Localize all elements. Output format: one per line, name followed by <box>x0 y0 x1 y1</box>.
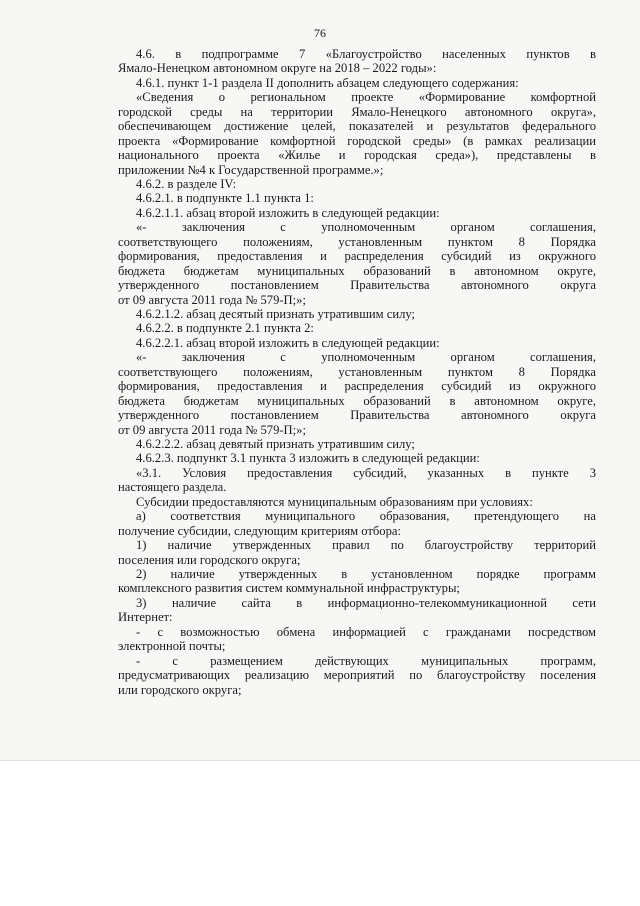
text-line: от 09 августа 2011 года № 579-П;»; <box>118 292 306 307</box>
text-line: обеспечивающем достижение целей, показателей и результатов федерального <box>118 119 596 134</box>
text-line: формирования, предоставления и распределения субсидий из окружного <box>118 379 596 394</box>
text-line: «Сведения о региональном проекте «Формирование комфортной <box>136 90 596 105</box>
text-line: бюджета бюджетам муниципальных образований в автономном округе, <box>118 263 596 278</box>
text-line: электронной почты; <box>118 639 226 654</box>
text-line: 3) наличие сайта в информационно-телекоммуникационной сети <box>136 595 596 610</box>
text-line: комплексного развития систем коммунальной инфраструктуры; <box>118 581 460 596</box>
text-line: утвержденного постановлением Правительства автономного округа <box>118 408 596 423</box>
text-line: 4.6.2.1.1. абзац второй изложить в следующей редакции: <box>136 205 440 220</box>
text-line: 2) наличие утвержденных в установленном порядке программ <box>136 567 596 582</box>
text-line: формирования, предоставления и распределения субсидий из окружного <box>118 249 596 264</box>
text-line: 4.6.2.2.2. абзац девятый признать утратившим силу; <box>136 436 415 451</box>
page-number: 76 <box>314 26 326 40</box>
text-line: а) соответствия муниципального образования, претендующего на <box>136 509 596 524</box>
text-line: 4.6.2.1. в подпункте 1.1 пункта 1: <box>136 191 314 206</box>
text-line: соответствующего положениям, установленным пунктом 8 Порядка <box>118 234 596 249</box>
text-line: получение субсидии, следующим критериям отбора: <box>118 523 401 538</box>
text-line: соответствующего положениям, установленным пунктом 8 Порядка <box>118 364 596 379</box>
text-line: 4.6.2. в разделе IV: <box>136 176 237 191</box>
text-line: предусматривающих реализацию мероприятий по благоустройству поселения <box>118 668 596 683</box>
text-line: поселения или городского округа; <box>118 552 301 567</box>
text-line: «- заключения с уполномоченным органом соглашения, <box>136 220 596 235</box>
text-line: от 09 августа 2011 года № 579-П;»; <box>118 422 306 437</box>
text-line: 4.6.2.3. подпункт 3.1 пункта 3 изложить в следующей редакции: <box>136 451 480 466</box>
text-line: национального проекта «Жилье и городская среда»), представлены в <box>118 148 596 163</box>
text-line: 4.6.2.1.2. абзац десятый признать утратившим силу; <box>136 306 416 321</box>
text-line: 1) наличие утвержденных правил по благоустройству территорий <box>136 538 596 553</box>
text-line: 4.6. в подпрограмме 7 «Благоустройство населенных пунктов в <box>136 47 596 61</box>
text-line: приложении №4 к Государственной программе.»; <box>118 162 384 177</box>
text-line: или городского округа; <box>118 682 242 697</box>
text-line: Ямало-Ненецком автономном округе на 2018 – 2022 годы»: <box>118 61 437 76</box>
text-line: настоящего раздела. <box>118 480 227 495</box>
document-body <box>118 47 596 697</box>
text-line: «3.1. Условия предоставления субсидий, указанных в пункте 3 <box>136 465 596 480</box>
text-line: Интернет: <box>118 610 173 625</box>
text-line: «- заключения с уполномоченным органом соглашения, <box>136 350 596 365</box>
text-line: - с размещением действующих муниципальных программ, <box>136 653 596 668</box>
text-line: бюджета бюджетам муниципальных образований в автономном округе, <box>118 393 596 408</box>
text-line: Субсидии предоставляются муниципальным образованиям при условиях: <box>136 494 533 509</box>
text-line: 4.6.1. пункт 1-1 раздела II дополнить абзацем следующего содержания: <box>136 75 519 90</box>
text-line: городской среды на территории Ямало-Ненецкого автономного округа», <box>118 104 596 119</box>
text-line: 4.6.2.2. в подпункте 2.1 пункта 2: <box>136 321 314 336</box>
text-line: проекта «Формирование комфортной городской среды» (в рамках реализации <box>118 133 596 148</box>
text-line: утвержденного постановлением Правительства автономного округа <box>118 278 596 293</box>
blank-margin <box>0 761 640 906</box>
text-line: 4.6.2.2.1. абзац второй изложить в следующей редакции: <box>136 335 440 350</box>
text-line: - с возможностью обмена информацией с гражданами посредством <box>136 624 596 639</box>
